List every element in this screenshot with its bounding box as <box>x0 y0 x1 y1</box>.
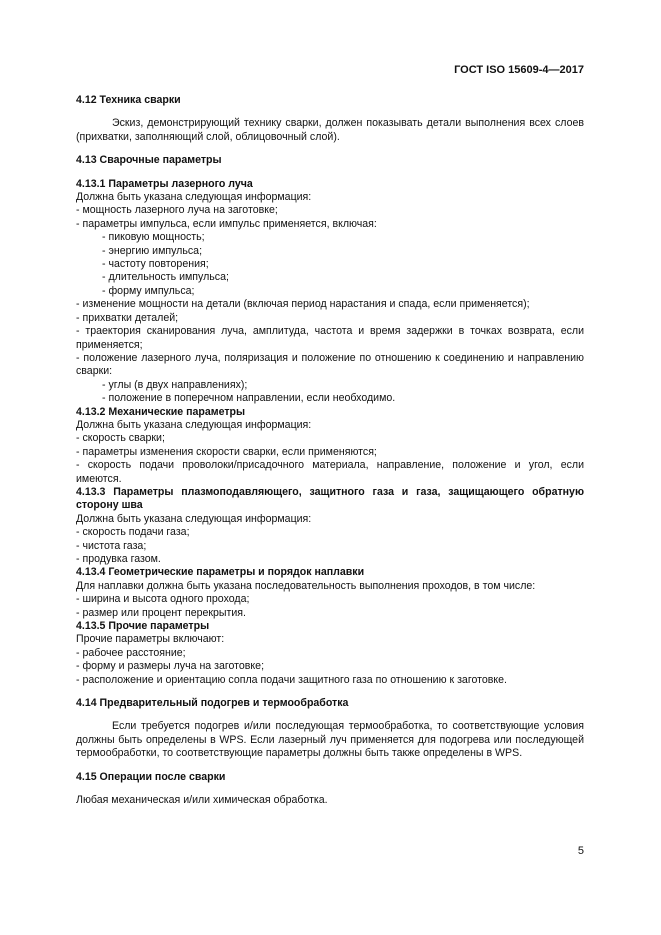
subsection-intro: Должна быть указана следующая информация: <box>76 418 312 431</box>
list-item: - изменение мощности на детали (включая период нарастания и спада, если применяется); <box>76 298 530 311</box>
list-item: - мощность лазерного луча на заготовке; <box>76 204 278 217</box>
list-item: - прихватки деталей; <box>76 311 179 324</box>
subsection-intro: Должна быть указана следующая информация: <box>76 512 312 525</box>
section-text-4-15: Любая механическая и/или химическая обработка. <box>76 794 328 807</box>
standard-code: ГОСТ ISO 15609-4—2017 <box>454 64 584 76</box>
list-item: - форму и размеры луча на заготовке; <box>76 660 265 673</box>
list-item: - скорость сварки; <box>76 432 165 445</box>
section-heading-4-12: 4.12 Техника сварки <box>76 94 181 106</box>
list-item: - энергию импульса; <box>102 244 203 257</box>
list-item: - размер или процент перекрытия. <box>76 606 246 619</box>
page-number: 5 <box>577 845 584 857</box>
list-item: - траектория сканирования луча, амплитуда, частота и время задержки в точках возврата, если применяется; <box>76 325 584 351</box>
list-item: - положение в поперечном направлении, если необходимо. <box>102 392 396 405</box>
list-item: - частоту повторения; <box>102 258 209 271</box>
list-item: - скорость подачи газа; <box>76 526 190 539</box>
list-item: - параметры изменения скорости сварки, если применяются; <box>76 445 377 458</box>
subsection-heading-4-13-1: 4.13.1 Параметры лазерного луча <box>76 177 253 190</box>
section-heading-4-15: 4.15 Операции после сварки <box>76 770 226 783</box>
subsection-heading-4-13-2: 4.13.2 Механические параметры <box>76 405 246 418</box>
section-text-4-14: Если требуется подогрев и/или последующая термообработка, то соответствующие условия должны быть определены в WPS. Если лазерный луч применяется для подогрева или последующей термообработки, то соответствующие параметры должны быть также определены в WPS. <box>76 720 584 760</box>
list-item: - рабочее расстояние; <box>76 646 186 659</box>
subsection-heading-4-13-5: 4.13.5 Прочие параметры <box>76 620 210 633</box>
list-item: - положение лазерного луча, поляризация и положение по отношению к соединению и направлению сварки: <box>76 351 584 378</box>
section-heading-4-14: 4.14 Предварительный подогрев и термообработка <box>76 697 349 710</box>
subsection-intro: Для наплавки должна быть указана последовательность выполнения проходов, в том числе: <box>76 579 536 592</box>
page-content <box>76 94 584 808</box>
subsection-heading-4-13-3: 4.13.3 Параметры плазмоподавляющего, защитного газа и газа, защищающего обратную сторону шва <box>76 485 584 512</box>
list-item: - длительность импульса; <box>102 271 229 284</box>
subsection-heading-4-13-4: 4.13.4 Геометрические параметры и порядок наплавки <box>76 566 365 579</box>
list-item: - чистота газа; <box>76 539 147 552</box>
list-item: - продувка газом. <box>76 553 161 565</box>
list-item: - углы (в двух направлениях); <box>102 378 248 391</box>
subsection-intro: Прочие параметры включают: <box>76 633 225 646</box>
list-item: - форму импульса; <box>102 284 195 297</box>
section-text-4-12: Эскиз, демонстрирующий технику сварки, должен показывать детали выполнения всех слоев (прихватки, заполняющий слой, облицовочный слой). <box>76 117 584 143</box>
subsection-intro: Должна быть указана следующая информация: <box>76 191 312 204</box>
list-item: - ширина и высота одного прохода; <box>76 593 250 606</box>
list-item: - расположение и ориентацию сопла подачи защитного газа по отношению к заготовке. <box>76 673 507 686</box>
list-item: - скорость подачи проволоки/присадочного материала, направление, положение и угол, если имеются. <box>76 459 584 485</box>
list-item: - параметры импульса, если импульс применяется, включая: <box>76 217 377 230</box>
list-item: - пиковую мощность; <box>102 231 205 244</box>
document-page <box>76 0 584 935</box>
section-heading-4-13: 4.13 Сварочные параметры <box>76 154 222 167</box>
